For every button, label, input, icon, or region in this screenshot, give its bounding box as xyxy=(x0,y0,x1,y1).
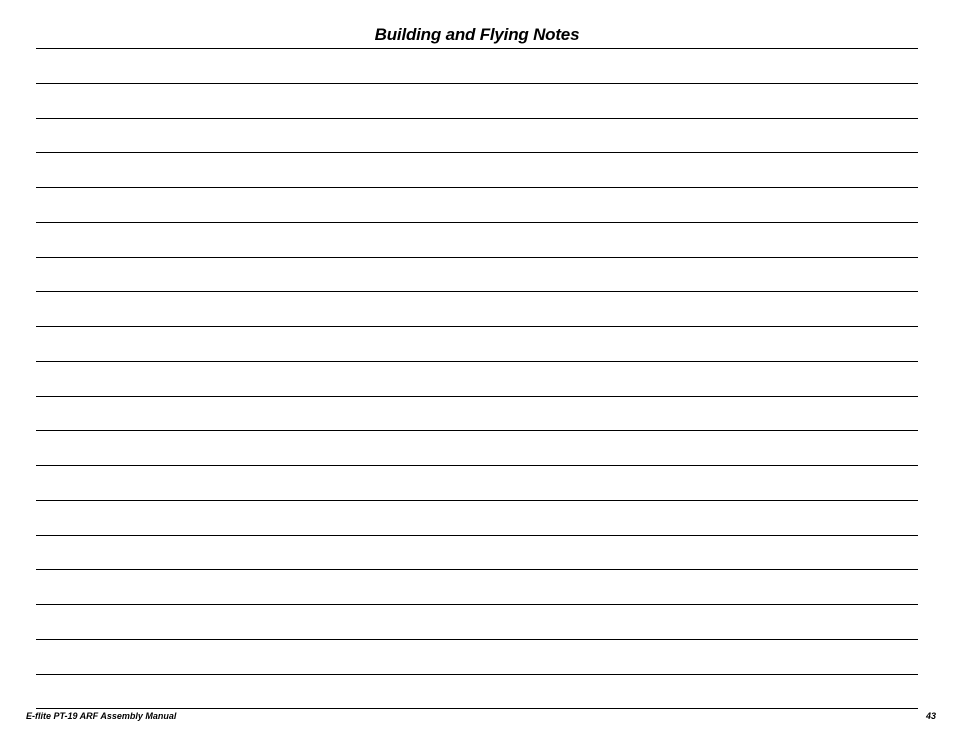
note-line xyxy=(36,639,918,640)
note-line xyxy=(36,222,918,223)
note-line xyxy=(36,257,918,258)
notes-lines xyxy=(36,0,918,738)
note-line xyxy=(36,118,918,119)
footer-manual-name: E-flite PT-19 ARF Assembly Manual xyxy=(26,711,177,721)
note-line xyxy=(36,500,918,501)
note-line xyxy=(36,361,918,362)
note-line xyxy=(36,152,918,153)
note-line xyxy=(36,604,918,605)
note-line xyxy=(36,708,918,709)
note-line xyxy=(36,326,918,327)
page-title: Building and Flying Notes xyxy=(374,25,580,44)
note-line xyxy=(36,569,918,570)
note-line xyxy=(36,48,918,49)
note-line xyxy=(36,291,918,292)
note-line xyxy=(36,187,918,188)
footer-page-number: 43 xyxy=(925,711,936,721)
note-line xyxy=(36,674,918,675)
note-line xyxy=(36,430,918,431)
note-line xyxy=(36,465,918,466)
note-line xyxy=(36,83,918,84)
note-line xyxy=(36,396,918,397)
note-line xyxy=(36,535,918,536)
